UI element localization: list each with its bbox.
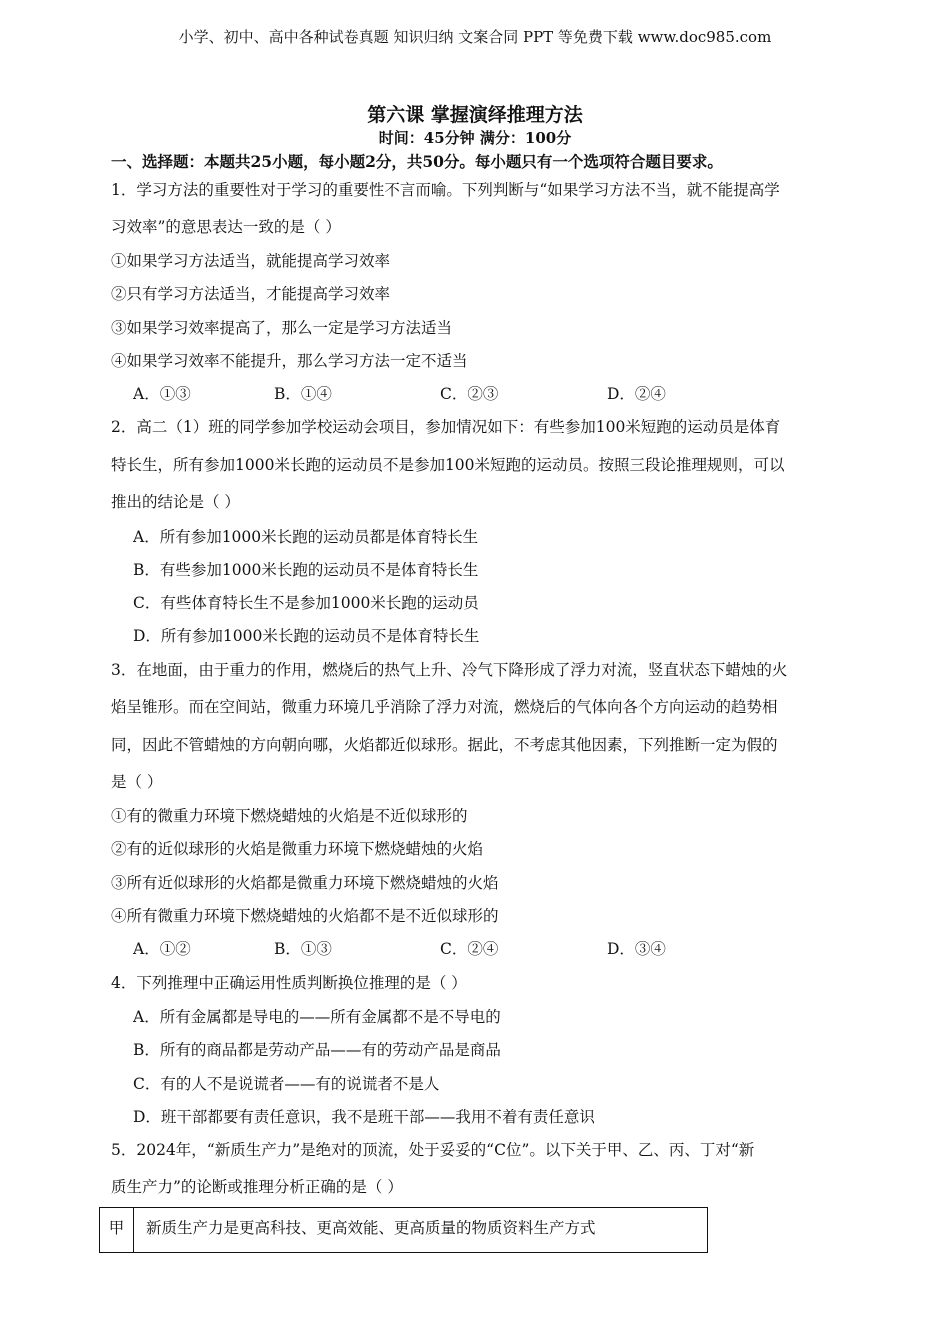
q3-option-a[interactable]: A．①② — [133, 940, 191, 958]
q1-option-a[interactable]: A．①③ — [133, 385, 191, 403]
q1-stem-1: 1．学习方法的重要性对于学习的重要性不言而喻。下列判断与“如果学习方法不当，就不能提高学 — [111, 181, 780, 199]
q3-stem-1: 3．在地面，由于重力的作用，燃烧后的热气上升、冷气下降形成了浮力对流，竖直状态下蜡烛的火 — [111, 661, 788, 679]
q4-option-a[interactable]: A．所有金属都是导电的——所有金属都不是不导电的 — [133, 1008, 501, 1026]
section-heading: 一、选择题：本题共25小题，每小题2分，共50分。每小题只有一个选项符合题目要求。 — [111, 152, 723, 171]
q4-option-b[interactable]: B．所有的商品都是劳动产品——有的劳动产品是商品 — [133, 1041, 501, 1059]
q1-option-c[interactable]: C．②③ — [440, 385, 499, 403]
q2-option-c[interactable]: C．有些体育特长生不是参加1000米长跑的运动员 — [133, 594, 479, 612]
exam-info: 时间：45分钟 满分：100分 — [378, 129, 572, 147]
q1-statement-2: ②只有学习方法适当，才能提高学习效率 — [111, 285, 391, 303]
page-header: 小学、初中、高中各种试卷真题 知识归纳 文案合同 PPT 等免费下载 www.doc985.com — [178, 28, 772, 46]
q5-table-text: 新质生产力是更高科技、更高效能、更高质量的物质资料生产方式 — [146, 1219, 596, 1237]
q3-option-b[interactable]: B．①③ — [274, 940, 332, 958]
q3-stem-2: 焰呈锥形。而在空间站，微重力环境几乎消除了浮力对流，燃烧后的气体向各个方向运动的趋势相 — [111, 698, 778, 716]
q1-statement-3: ③如果学习效率提高了，那么一定是学习方法适当 — [111, 319, 453, 337]
q1-option-b[interactable]: B．①④ — [274, 385, 332, 403]
q3-stem-3: 同，因此不管蜡烛的方向朝向哪，火焰都近似球形。据此，不考虑其他因素，下列推断一定为假的 — [111, 736, 778, 754]
q2-stem-3: 推出的结论是（ ） — [111, 493, 240, 511]
q5-table-label: 甲 — [100, 1208, 134, 1252]
q4-stem: 4．下列推理中正确运用性质判断换位推理的是（ ） — [111, 974, 467, 992]
q4-option-c[interactable]: C．有的人不是说谎者——有的说谎者不是人 — [133, 1075, 440, 1093]
q2-option-a[interactable]: A．所有参加1000米长跑的运动员都是体育特长生 — [133, 528, 479, 546]
q3-stem-4: 是（ ） — [111, 773, 163, 791]
q2-stem-1: 2．高二（1）班的同学参加学校运动会项目，参加情况如下：有些参加100米短跑的运动员是体育 — [111, 418, 781, 436]
q2-option-b[interactable]: B．有些参加1000米长跑的运动员不是体育特长生 — [133, 561, 479, 579]
q3-option-d[interactable]: D．③④ — [607, 940, 666, 958]
q4-option-d[interactable]: D．班干部都要有责任意识，我不是班干部——我用不着有责任意识 — [133, 1108, 595, 1126]
q3-statement-4: ④所有微重力环境下燃烧蜡烛的火焰都不是不近似球形的 — [111, 907, 499, 925]
q1-option-d[interactable]: D．②④ — [607, 385, 666, 403]
q1-statement-1: ①如果学习方法适当，就能提高学习效率 — [111, 252, 391, 270]
q1-statement-4: ④如果学习效率不能提升，那么学习方法一定不适当 — [111, 352, 468, 370]
q5-table — [99, 1207, 708, 1253]
q3-statement-2: ②有的近似球形的火焰是微重力环境下燃烧蜡烛的火焰 — [111, 840, 484, 858]
q5-stem-1: 5．2024年，“新质生产力”是绝对的顶流，处于妥妥的“C位”。以下关于甲、乙、丙、丁对“新 — [111, 1141, 755, 1159]
page-title: 第六课 掌握演绎推理方法 — [367, 104, 583, 126]
q5-stem-2: 质生产力”的论断或推理分析正确的是（ ） — [111, 1178, 403, 1196]
q3-statement-3: ③所有近似球形的火焰都是微重力环境下燃烧蜡烛的火焰 — [111, 874, 499, 892]
q1-stem-2: 习效率”的意思表达一致的是（ ） — [111, 218, 341, 236]
q3-statement-1: ①有的微重力环境下燃烧蜡烛的火焰是不近似球形的 — [111, 807, 468, 825]
q3-option-c[interactable]: C．②④ — [440, 940, 499, 958]
q2-stem-2: 特长生，所有参加1000米长跑的运动员不是参加100米短跑的运动员。按照三段论推理规则，可以 — [111, 456, 785, 474]
q2-option-d[interactable]: D．所有参加1000米长跑的运动员不是体育特长生 — [133, 627, 480, 645]
